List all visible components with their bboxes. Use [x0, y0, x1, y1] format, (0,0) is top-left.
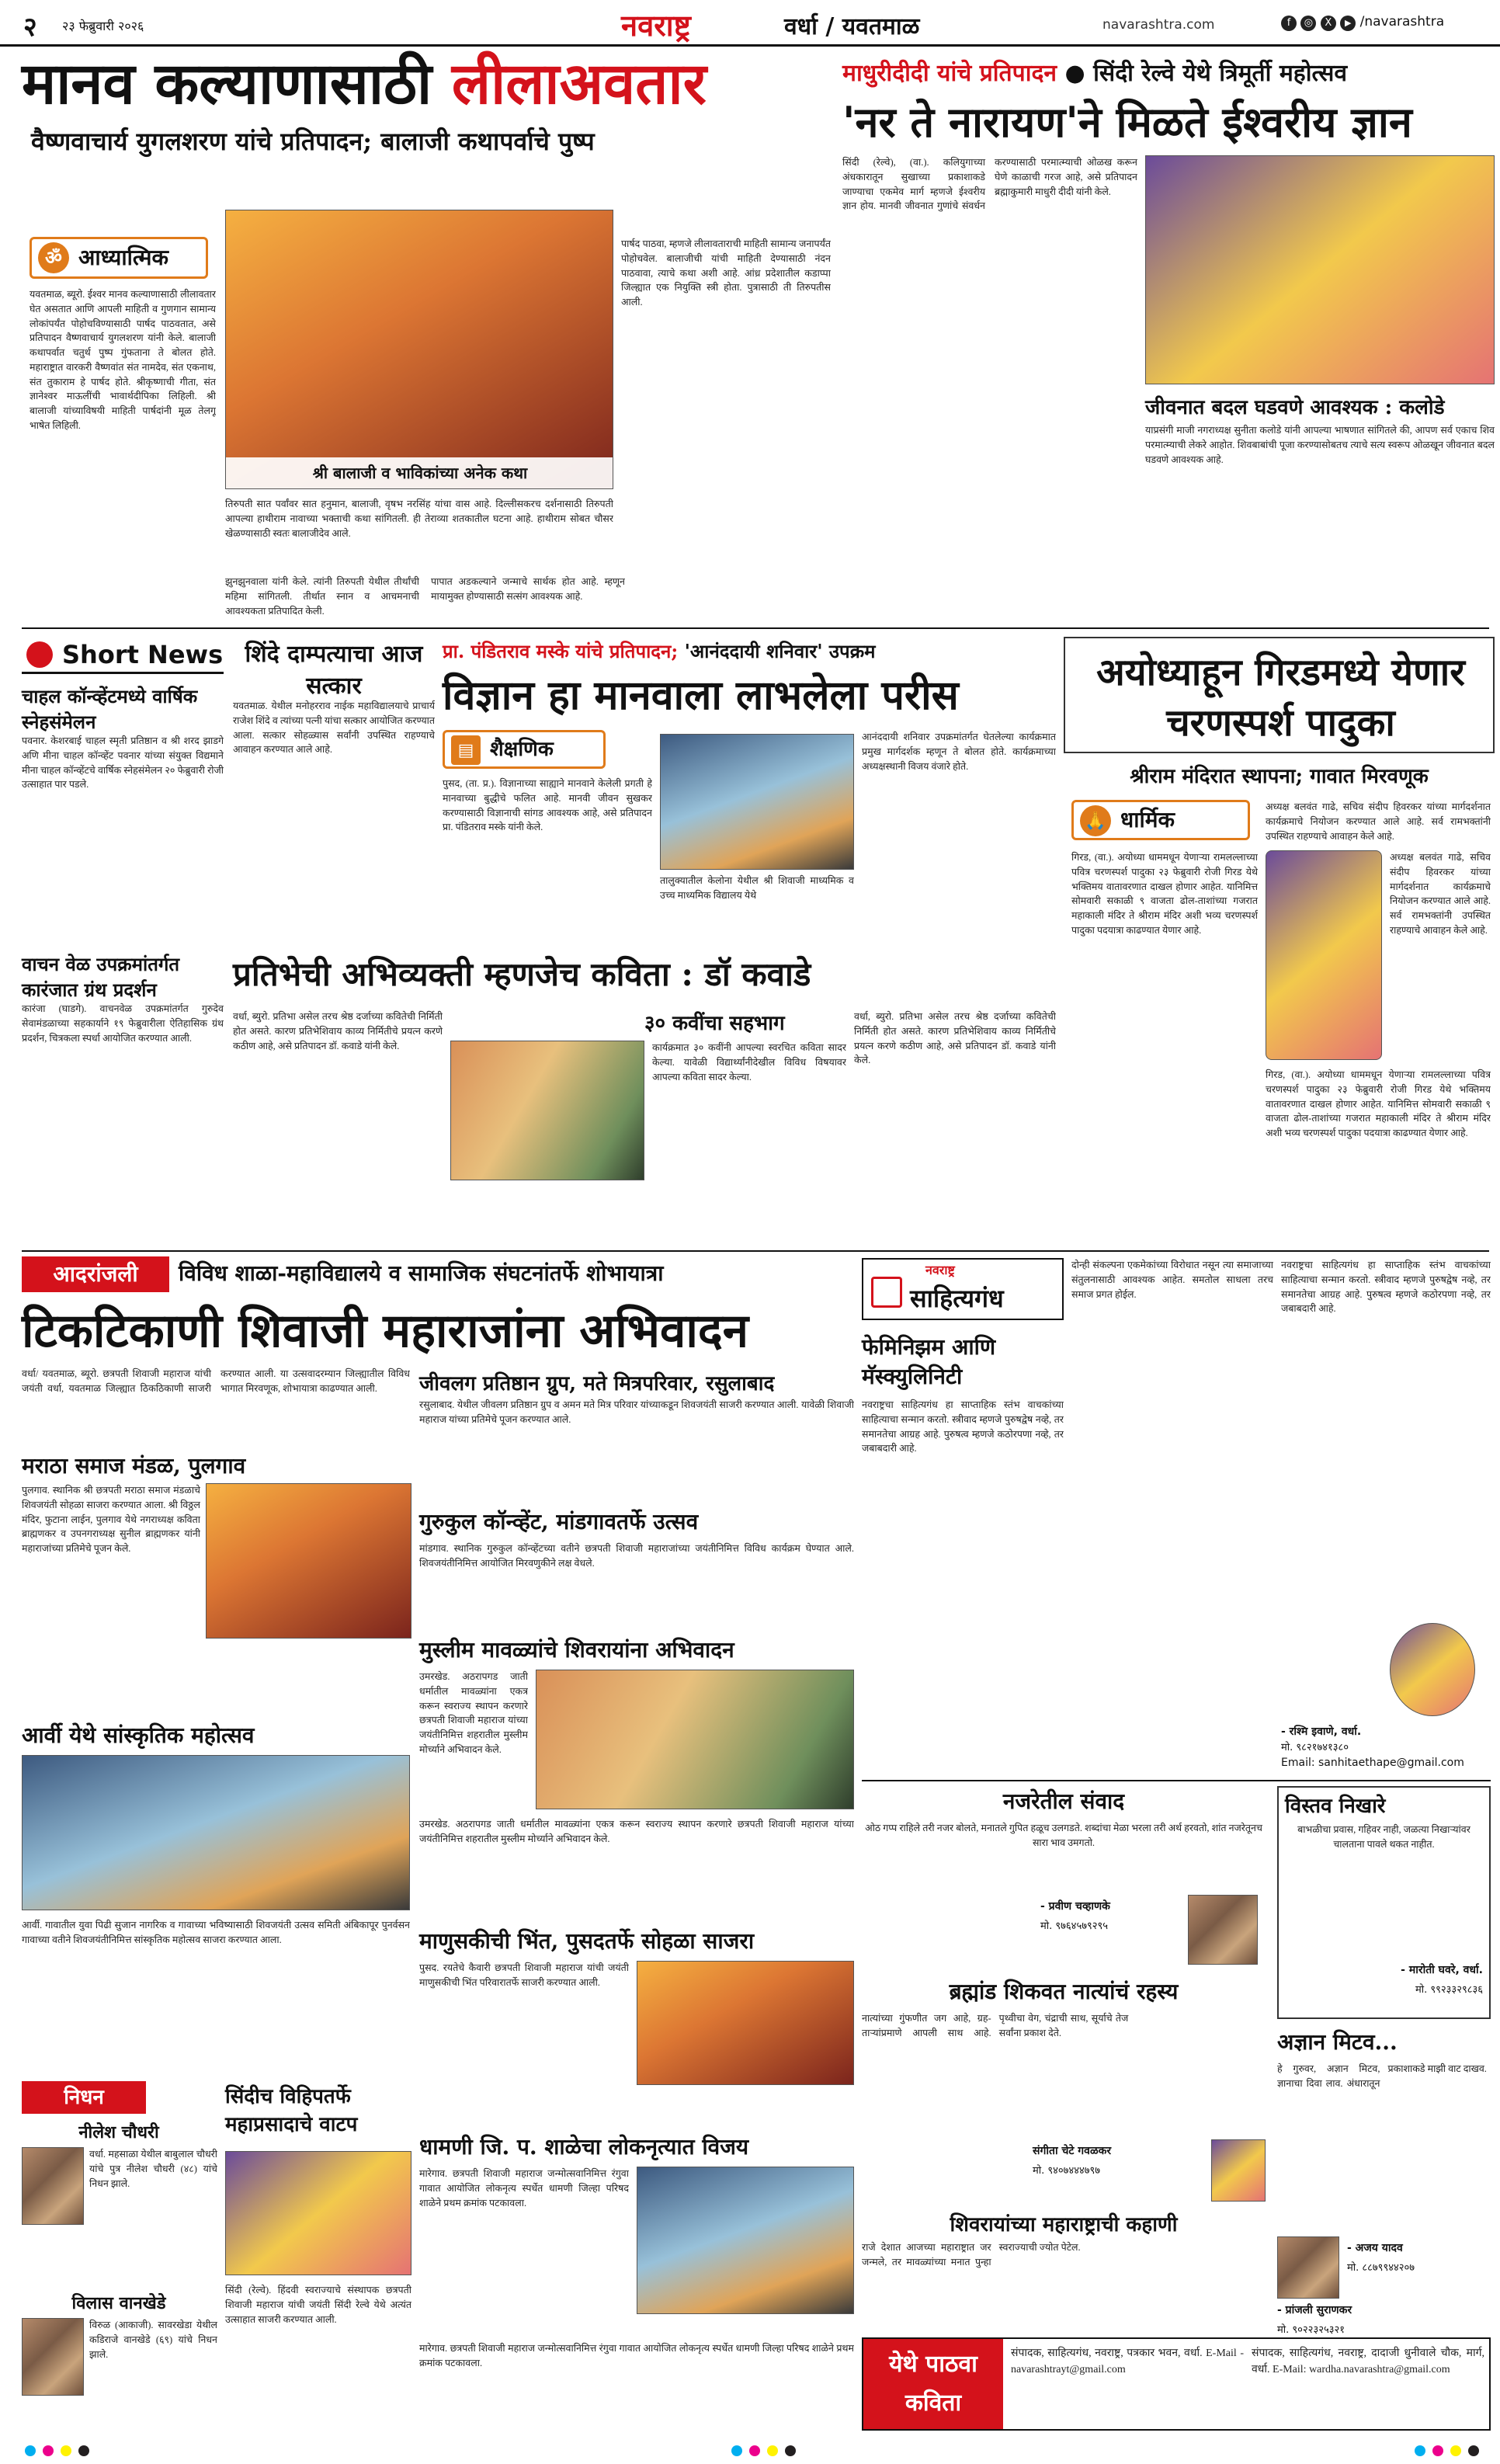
umarkhed-body: उमरखेड. अठरापगड जाती धर्मातील मावळ्यांना एकत्र करून स्वराज्य स्थापन करणारे छत्रपती शिवाजी महाराज यांच्या जयंतीनिमित्त शहरातील मुस्लीम मोर्च्याने अभिवादन केले.	[419, 1671, 528, 1755]
lead-body-col4: झुनझुनवाला यांनी केले. त्यांनी तिरुपती येथील तीर्थांची महिमा सांगितली. तीर्थात स्नान व आचमनाची आवश्यकता प्रतिपादित केली.	[225, 576, 419, 617]
lead-photo	[225, 210, 613, 489]
arvi-photo	[22, 1755, 410, 1910]
section-label-text: धार्मिक	[1120, 807, 1175, 832]
short-news-2-title: वाचन वेळ उपक्रमांतर्गत कारंजात ग्रंथ प्रदर्शन	[22, 953, 180, 1001]
pulgaon-photo	[206, 1483, 411, 1639]
lead-body-col5: पापात अडकल्याने जन्माचे सार्थक होत आहे. म्हणून मायामुक्त होण्यासाठी सत्संग आवश्यक आहे.	[431, 576, 625, 602]
kavade-body3: वर्धा, ब्युरो. प्रतिभा असेल तरच श्रेष्ठ दर्जाच्या कवितेची निर्मिती होत असते. कारण प्रतिभेशिवाय काव्य निर्मितीचे प्रयत्न करणे कठीण आहे, असे प्रतिपादन डॉ. कवाडे यांनी केले.	[854, 1011, 1056, 1066]
top-right-body: सिंदी (रेल्वे), (वा.). कलियुगाच्या अंधकारातून सुखाच्या प्रकाशाकडे जाण्याचा एकमेव मार्ग म्हणजे ईश्वरीय ज्ञान होय. मानवी जीवनात गुणांचे संवर्धन करण्यासाठी परमात्म्याची ओळख करून घेणे काळाची गरज आहे, असे प्रतिपादन ब्रह्माकुमारी माधुरी दीदी यांनी केले.	[842, 157, 1137, 212]
mandgaon-body: मांडगाव. स्थानिक गुरुकुल कॉन्व्हेंटच्या वतीने छत्रपती शिवाजी महाराजांच्या जयंतीनिमित्त विविध कार्यक्रम घेण्यात आले. शिवजयंतीनिमित्त आयोजित मिरवणुकीने लक्ष वेधले.	[419, 1543, 854, 1569]
poem-3-author-photo	[1211, 2139, 1266, 2202]
pusad-photo	[637, 1961, 854, 2085]
divider	[22, 1250, 1489, 1252]
ayodhya-headline: अयोध्याहून गिरडमध्ये येणार चरणस्पर्श पादुका	[1096, 651, 1465, 745]
ayodhya-body-side: अध्यक्ष बलवंत गाढे, सचिव संदीप हिवरकर यांच्या मार्गदर्शनात कार्यक्रमाचे नियोजन करण्यात आले आहे. सर्व रामभक्तांनी उपस्थित राहण्याचे आवाहन केले आहे.	[1390, 852, 1491, 936]
nidhan-1-photo	[22, 2147, 84, 2225]
ayodhya-sub: श्रीराम मंदिरात स्थापना; गावात मिरवणूक	[1130, 765, 1429, 788]
youtube-icon[interactable]: ▶	[1340, 16, 1356, 31]
kavade-body2: कार्यक्रमात ३० कवींनी आपल्या स्वरचित कविता सादर केल्या. यावेळी विद्यार्थ्यांनीदेखील विविध विषयावर आपल्या कविता सादर केल्या.	[652, 1042, 846, 1083]
book-icon	[871, 1277, 902, 1308]
adaranjali-label: आदरांजली	[22, 1256, 169, 1292]
adaranjali-body: वर्धा/ यवतमाळ, ब्यूरो. छत्रपती शिवाजी महाराज यांची जयंती वर्धा, यवतमाळ जिल्ह्यात ठिकठिकाणी साजरी करण्यात आली. या उत्सवादरम्यान जिल्ह्यातील विविध भागात मिरवणूक, शोभायात्रा काढण्यात आली.	[22, 1368, 410, 1394]
rasulabad-title: जीवलग प्रतिष्ठान ग्रुप, मते मित्रपरिवार, रसुलाबाद	[419, 1372, 775, 1395]
cmyk-dots-center	[730, 2445, 797, 2459]
sahityagandh-author: - रश्मि इवाणे, वर्धा.	[1281, 1725, 1362, 1738]
short-news-2-body: कारंजा (घाडगे). वाचनवेळ उपक्रमांतर्गत गुरुदेव सेवामंडळाच्या सहकार्याने १९ फेब्रुवारीला ऐतिहासिक ग्रंथ प्रदर्शन, चित्रकला स्पर्धा आयोजित करण्यात आली.	[22, 1003, 224, 1044]
top-right-photo-caption: जीवनात बदल घडवणे आवश्यक : कलोडे	[1145, 396, 1445, 419]
poem-2-box	[1277, 1786, 1491, 2019]
top-right-photo	[1145, 155, 1495, 384]
poem-4-author: - अजय यादव	[1347, 2242, 1403, 2254]
sahityagandh-logo	[862, 1258, 1064, 1320]
vidnyan-headline: विज्ञान हा मानवाला लाभलेला परीस	[443, 672, 959, 719]
magenta-dot	[1432, 2445, 1443, 2456]
poem-3-title: ब्रह्मांड शिकवत नात्यांचं रहस्य	[949, 1979, 1179, 2004]
lead-photo-caption: श्री बालाजी व भाविकांच्या अनेक कथा	[226, 457, 613, 488]
umarkhed-photo	[536, 1670, 854, 1809]
sahityagandh-body3: नवराष्ट्रचा साहित्यगंध हा साप्ताहिक स्तंभ वाचकांच्या साहित्याचा सन्मान करतो. स्त्रीवाद म्हणजे पुरुषद्वेष नव्हे, तर समानतेचा आग्रह आहे. पुरुषत्व म्हणजे कठोरपणा नव्हे, तर जबाबदारी आहे.	[1281, 1260, 1491, 1315]
cmyk-dots-right	[1413, 2445, 1481, 2459]
kavade-body: वर्धा, ब्युरो. प्रतिभा असेल तरच श्रेष्ठ दर्जाच्या कवितेची निर्मिती होत असते. कारण प्रतिभेशिवाय काव्य निर्मितीचे प्रयत्न करणे कठीण आहे, असे प्रतिपादन डॉ. कवाडे यांनी केले.	[233, 1011, 443, 1051]
sahityagandh-poem-title: फेमिनिझम आणि मॅस्क्युलिनिटी	[862, 1334, 996, 1389]
poem-4-contact: मो. ८८७९९४४२०७	[1347, 2262, 1415, 2274]
nidhan-1-body: वर्धा. महसाळा येथील बाबुलाल चौधरी यांचे पुत्र नीलेश चौधरी (४८) यांचे निधन झाले.	[89, 2149, 217, 2189]
section-label-shaikshanik	[443, 730, 606, 769]
poem-1-body: ओठ गप्प राहिले तरी नजर बोलते, मनातले गुपित हळूच उलगडते. शब्दांचा मेळा भरला तरी अर्थ हरवतो, शांत नजरेतूनच सारा भाव उमगतो.	[865, 1823, 1262, 1848]
vidnyan-body: पुसद, (ता. प्र.). विज्ञानाच्या साह्याने मानवाने केलेली प्रगती हे मानवाच्या बुद्धीचे फलित आहे. मानवी जीवन सुखकर करण्यासाठी विज्ञानाची सांगड आवश्यक आहे, असे प्रतिपादन प्रा. पंडितराव मस्के यांनी केले.	[443, 778, 652, 833]
print-registration-bar	[0, 2438, 1500, 2464]
dhamani-photo	[637, 2167, 854, 2314]
om-icon: ॐ	[38, 242, 69, 273]
umarkhed-title: मुस्लीम मावळ्यांचे शिवरायांना अभिवादन	[419, 1637, 734, 1663]
x-icon[interactable]: X	[1321, 16, 1336, 31]
poem-3-author: संगीता चेटे गवळकर	[1033, 2145, 1112, 2157]
issue-date: २३ फेब्रुवारी २०२६	[62, 19, 144, 33]
send-poems-addr2[interactable]: संपादक, साहित्यगंध, नवराष्ट्र, दादाजी धुनीवाले चौक, मार्ग, वर्धा. E-Mail: wardha.navarashtra@gmail.com	[1252, 2348, 1484, 2375]
website-link[interactable]: navarashtra.com	[1102, 17, 1215, 33]
cyan-dot	[731, 2445, 742, 2456]
top-right-kicker	[842, 56, 1495, 88]
section-label-text: आध्यात्मिक	[78, 245, 169, 270]
vidnyan-kicker-red: प्रा. पंडितराव मस्के यांचे प्रतिपादन;	[443, 640, 679, 662]
mandgaon-title: गुरुकुल कॉन्व्हेंट, मांडगावतर्फे उत्सव	[419, 1509, 699, 1534]
social-handle-text[interactable]: /navarashtra	[1359, 14, 1445, 30]
adaranjali-headline: टिकटिकाणी शिवाजी महाराजांना अभिवादन	[22, 1304, 749, 1358]
top-right-kicker-black: सिंदी रेल्वे येथे त्रिमूर्ती महोत्सव	[1093, 60, 1348, 87]
sindi-title: सिंदीच विहिपतर्फे महाप्रसादाचे वाटप	[225, 2085, 358, 2136]
poem-5-author: - प्रांजली सुराणकर	[1277, 2304, 1352, 2316]
sahityagandh-label: साहित्यगंध	[910, 1284, 1004, 1313]
nidhan-2-photo	[22, 2318, 84, 2396]
nidhan-1-title: नीलेश चौधरी	[78, 2122, 159, 2143]
ayodhya-body-side-top: अध्यक्ष बलवंत गाढे, सचिव संदीप हिवरकर यांच्या मार्गदर्शनात कार्यक्रमाचे नियोजन करण्यात आले आहे. सर्व रामभक्तांनी उपस्थित राहण्याचे आवाहन केले आहे.	[1266, 801, 1491, 842]
cyan-dot	[1415, 2445, 1425, 2456]
lead-body-col1: यवतमाळ, ब्यूरो. ईश्वर मानव कल्याणासाठी लीलावतार घेत असतात आणि आपली माहिती व गुणगान सामान्य लोकांपर्यंत पोहोचविण्यासाठी पार्षद पाठवतात, असे प्रतिपादन वैष्णवाचार्य युगलशरण यांनी केले. बालाजी कथापर्वात चतुर्थ पुष्प गुंफताना ते बोलत होते. महाराष्ट्रात वारकरी वैष्णवांत संत नामदेव, संत एकनाथ, संत तुकाराम हे पार्षद होते. श्रीकृष्णाची गीता, संत ज्ञानेश्वर माऊलींची भावार्थदीपिका लिहिली. श्री बालाजी यांच्याविषयी माहिती पार्षदांनी मूळ तेलगू भाषेत लिहिली.	[30, 289, 216, 431]
top-right-kicker-red: माधुरीदीदी यांचे प्रतिपादन	[842, 60, 1057, 87]
top-right-body2: याप्रसंगी माजी नगराध्यक्ष सुनीता कलोडे यांनी आपल्या भाषणात सांगितले की, आपण सर्व एकाच शिव परमात्म्याची लेकरे आहोत. शिवबाबांची पूजा करण्यासोबतच त्याचे सत्य स्वरूप ओळखून जीवनात बदल घडवणे आवश्यक आहे.	[1145, 425, 1495, 465]
sahityagandh-email	[1281, 1757, 1491, 1769]
author-photo	[1390, 1623, 1475, 1716]
divider	[862, 1780, 1491, 1781]
sahityagandh-brand: नवराष्ट्र	[925, 1263, 955, 1277]
poem-3-contact: मो. ९४०७४४४७९७	[1033, 2165, 1101, 2177]
umarkhed-body2: उमरखेड. अठरापगड जाती धर्मातील मावळ्यांना एकत्र करून स्वराज्य स्थापन करणारे छत्रपती शिवाजी महाराज यांच्या जयंतीनिमित्त शहरातील मुस्लीम मोर्च्याने अभिवादन केले.	[419, 1819, 854, 1844]
poem-2-title: विस्तव निखारे	[1285, 1795, 1386, 1818]
sahityagandh-body2: दोन्ही संकल्पना एकमेकांच्या विरोधात नसून त्या समाजाच्या संतुलनासाठी आवश्यक आहेत. समतोल साधला तरच समाज प्रगत होईल.	[1071, 1260, 1273, 1300]
yellow-dot	[767, 2445, 778, 2456]
sindi-photo	[225, 2151, 411, 2275]
send-poems-addr1[interactable]: संपादक, साहित्यगंध, नवराष्ट्र, पत्रकार भवन, वर्धा. E-Mail - navarashtrayt@gmail.com	[1011, 2348, 1244, 2375]
poem-2-author: - मारोती घवरे, वर्धा.	[1401, 1964, 1483, 1976]
vidnyan-body2: आनंददायी शनिवार उपक्रमांतर्गत घेतलेल्या कार्यक्रमात प्रमुख मार्गदर्शक म्हणून ते बोलत होते. कार्यक्रमाच्या अध्यक्षस्थानी विजय वंजारे होते.	[862, 732, 1056, 772]
facebook-icon[interactable]: f	[1281, 16, 1297, 31]
lead-headline-black: मानव कल्याणासाठी	[22, 50, 432, 117]
poem-2-body: बाभळीचा प्रवास, गहिवर नाही, जळत्या निखाऱ्यांवर चालताना पावले थकत नाहीत.	[1297, 1824, 1470, 1850]
arvi-title: आर्वी येथे सांस्कृतिक महोत्सव	[22, 1722, 255, 1748]
lead-subheadline: वैष्णवाचार्य युगलशरण यांचे प्रतिपादन; बालाजी कथापर्वाचे पुष्प	[31, 127, 595, 156]
black-dot	[1468, 2445, 1479, 2456]
dhamani-body2: मारेगाव. छत्रपती शिवाजी महाराज जन्मोत्सवानिमित्त रंगुवा गावात आयोजित लोकनृत्य स्पर्धेत धामणी जिल्हा परिषद शाळेने प्रथम क्रमांक पटकावला.	[419, 2343, 854, 2368]
nidhan-label: निधन	[22, 2081, 146, 2114]
namaste-icon: 🙏	[1080, 805, 1111, 836]
pulgaon-body: पुलगाव. स्थानिक श्री छत्रपती मराठा समाज मंडळाचे शिवजयंती सोहळा साजरा करण्यात आला. श्री विठ्ठल मंदिर, फुटाना लाईन, पुलगाव येथे नगराध्यक्ष कविता ब्राह्मणकर व उपनगराध्यक्ष सुनील ब्राह्मणकर यांनी महाराजांच्या प्रतिमेचे पूजन केले.	[22, 1485, 200, 1554]
poem-5-body: राजे देशात आजच्या महाराष्ट्रात जर जन्मले, तर मावळ्यांच्या मनात पुन्हा स्वराज्याची ज्योत पेटेल.	[862, 2242, 1081, 2268]
vidnyan-photo	[660, 734, 854, 870]
short-news-1-title: चाहल कॉन्व्हेंटमध्ये वार्षिक स्नेहसंमेलन	[22, 685, 198, 733]
book-icon: ▤	[451, 735, 481, 765]
poem-1-author-photo	[1188, 1895, 1258, 1965]
pulgaon-title: मराठा समाज मंडळ, पुलगाव	[22, 1453, 246, 1479]
poem-5-title: शिवरायांच्या महाराष्ट्राची कहाणी	[950, 2213, 1178, 2236]
poem-1-contact: मो. ९७६४५७९२९५	[1040, 1920, 1109, 1932]
pusad-body: पुसद. रयतेचे कैवारी छत्रपती शिवाजी महाराज यांची जयंती माणुसकीची भिंत परिवारातर्फे साजरी करण्यात आली.	[419, 1962, 629, 1988]
social-handles[interactable]	[1281, 14, 1444, 31]
shinde-title: शिंदे दाम्पत्याचा आज सत्कार	[245, 641, 423, 700]
lead-body-col3: पार्षद पाठवा, म्हणजे लीलावताराची माहिती सामान्य जनापर्यंत पोहोचवेल. बालाजीची यांची माहिती देण्यासाठी नंदन पाठवावा, त्याचे कथा अशी आहे. आंध्र प्रदेशातील कडाप्पा जिल्ह्यात एक नियुक्ति स्त्री होता. पुत्रासाठी ती तिरुपतीस आली.	[621, 238, 831, 308]
section-label-text: शैक्षणिक	[490, 738, 554, 761]
dhamani-title: धामणी जि. प. शाळेचा लोकनृत्यात विजय	[419, 2134, 749, 2160]
send-poems-box	[862, 2337, 1491, 2431]
poem-4-body: हे गुरुवर, अज्ञान मिटव, ज्ञानाचा दिवा लाव. अंधारातून प्रकाशाकडे माझी वाट दाखव.	[1277, 2063, 1487, 2089]
ayodhya-body-bottom: गिरड, (वा.). अयोध्या धाममधून येणाऱ्या रामलल्लाच्या पवित्र चरणस्पर्श पादुका २३ फेब्रुवारी रोजी गिरड येथे भक्तिमय वातावरणात दाखल होणार आहेत. यानिमित्त सोमवारी सकाळी ९ वाजता ढोल-ताशांच्या गजरात महाकाली मंदिर ते श्रीराम मंदिर अशी भव्य चरणस्पर्श पादुका पदयात्रा काढण्यात येणार आहे.	[1266, 1069, 1491, 1138]
page-number: २	[23, 12, 37, 43]
short-news-icon	[26, 641, 53, 668]
section-label-adhyatmik	[30, 237, 208, 279]
kavade-headline: प्रतिभेची अभिव्यक्ती म्हणजेच कविता : डॉ कवाडे	[233, 955, 811, 993]
kavade-photo	[450, 1041, 644, 1180]
black-dot	[785, 2445, 796, 2456]
poem-5-contact: मो. ९०२२३२५३२१	[1277, 2324, 1345, 2336]
edition-name: वर्धा / यवतमाळ	[784, 13, 920, 40]
adaranjali-kicker: विविध शाळा-महाविद्यालये व सामाजिक संघटनांतर्फे शोभायात्रा	[179, 1260, 664, 1286]
section-label-dharmik	[1071, 800, 1250, 840]
yellow-dot	[1450, 2445, 1461, 2456]
pusad-title: माणुसकीची भिंत, पुसदतर्फे सोहळा साजरा	[419, 1928, 755, 1954]
poem-3-body: नात्यांच्या गुंफणीत जग आहे, ग्रह-ताऱ्यांप्रमाणे आपली साथ आहे. पृथ्वीचा वेग, चंद्राची साथ, सूर्याचे तेज सर्वांना प्रकाश देते.	[862, 2013, 1129, 2038]
kavade-sub: ३० कवींचा सहभाग	[644, 1012, 785, 1035]
lead-headline	[22, 50, 837, 117]
ayodhya-headline-box	[1064, 637, 1495, 753]
black-dot	[78, 2445, 89, 2456]
rasulabad-body: रसुलाबाद. येथील जीवलग प्रतिष्ठान ग्रुप व अमन मते मित्र परिवार यांच्याकडून शिवजयंती साजरी करण्यात आली. यावेळी शिवाजी महाराज यांच्या प्रतिमेचे पूजन करण्यात आले.	[419, 1399, 854, 1425]
magenta-dot	[749, 2445, 760, 2456]
ayodhya-body: गिरड, (वा.). अयोध्या धाममधून येणाऱ्या रामलल्लाच्या पवित्र चरणस्पर्श पादुका २३ फेब्रुवारी रोजी गिरड येथे भक्तिमय वातावरणात दाखल होणार आहेत. यानिमित्त सोमवारी सकाळी ९ वाजता ढोल-ताशांच्या गजरात महाकाली मंदिर ते श्रीराम मंदिर अशी भव्य चरणस्पर्श पादुका पदयात्रा काढण्यात येणार आहे.	[1071, 852, 1258, 936]
yellow-dot	[61, 2445, 71, 2456]
lead-headline-red: लीलाअवतार	[451, 50, 707, 117]
dhamani-body: मारेगाव. छत्रपती शिवाजी महाराज जन्मोत्सवानिमित्त रंगुवा गावात आयोजित लोकनृत्य स्पर्धेत धामणी जिल्हा परिषद शाळेने प्रथम क्रमांक पटकावला.	[419, 2168, 629, 2209]
vidnyan-kicker	[443, 638, 1056, 664]
cyan-dot	[25, 2445, 36, 2456]
top-right-headline: 'नर ते नारायण'ने मिळते ईश्वरीय ज्ञान	[842, 97, 1412, 147]
poem-4-title: अज्ञान मिटव...	[1277, 2029, 1398, 2055]
masthead	[0, 0, 1500, 47]
vidnyan-photo-caption: तालुक्यातील केलोना येथील श्री शिवाजी माध्यमिक व उच्च माध्यमिक विद्यालय येथे	[660, 875, 854, 901]
cmyk-dots-left	[23, 2445, 91, 2459]
email-value[interactable]: sanhitaethape@gmail.com	[1318, 1757, 1464, 1769]
divider	[22, 627, 1489, 629]
magenta-dot	[43, 2445, 54, 2456]
short-news-1-body: पवनार. केशरबाई चाहल स्मृती प्रतिष्ठान व श्री शरद झाडगे अणि मीना चाहल कॉन्व्हेंट पवनार यांच्या संयुक्त विद्यमाने मीना चाहल कॉन्व्हेंटचे वार्षिक स्नेहसंमेलन २० फेब्रुवारी रोजी उत्साहात पार पडले.	[22, 735, 224, 791]
poem-2-contact: मो. ९९२३३२९८३६	[1415, 1984, 1483, 1996]
poem-1-title: नजरेतील संवाद	[1002, 1788, 1125, 1814]
poem-4-author-photo	[1277, 2236, 1339, 2299]
brand-logo: नवराष्ट्र	[621, 8, 691, 43]
ram-photo	[1266, 850, 1382, 1060]
bullet-icon: ●	[1064, 60, 1085, 87]
nidhan-2-title: विलास वानखेडे	[71, 2293, 166, 2313]
poem-1-author: - प्रवीण चव्हाणके	[1040, 1900, 1110, 1913]
send-poems-title: येथे पाठवा कविता	[863, 2339, 1003, 2429]
sahityagandh-body: नवराष्ट्रचा साहित्यगंध हा साप्ताहिक स्तंभ वाचकांच्या साहित्याचा सन्मान करतो. स्त्रीवाद म्हणजे पुरुषद्वेष नव्हे, तर समानतेचा आग्रह आहे. पुरुषत्व म्हणजे कठोरपणा नव्हे, तर जबाबदारी आहे.	[862, 1399, 1064, 1454]
short-news-label: Short News	[62, 640, 224, 669]
nidhan-2-body: विरुळ (आकाजी). सावरखेडा येथील कडिराजे वानखेडे (६९) यांचे निधन झाले.	[89, 2320, 217, 2360]
lead-body-col2: तिरुपती सात पर्वांवर सात हनुमान, बालाजी, वृषभ नरसिंह यांचा वास आहे. दिल्लीसकरच दर्शनासाठी तिरुपती आपल्या हाथीराम नावाच्या भक्ताची कथा सांगितली. ही तेराव्या शतकातील घटना आहे. हाथीराम सोबत चौसर खेळण्यासाठी स्वतः बालाजीदेव आले.	[225, 499, 613, 539]
shinde-body: यवतमाळ. येथील मनोहरराव नाईक महाविद्यालयाचे प्राचार्य राजेश शिंदे व त्यांच्या पत्नी यांचा सत्कार आयोजित करण्यात आला. सत्कार सोहळ्यास सर्वांनी उपस्थित राहण्याचे आवाहन करण्यात आले आहे.	[233, 700, 435, 756]
short-news-header	[22, 637, 224, 674]
sindi-body: सिंदी (रेल्वे). हिंदवी स्वराज्याचे संस्थापक छत्रपती शिवाजी महाराज यांची जयंती सिंदी रेल्वे येथे अत्यंत उत्साहात साजरी करण्यात आली.	[225, 2285, 411, 2325]
instagram-icon[interactable]: ◎	[1300, 16, 1316, 31]
sahityagandh-contact: मो. ९८२१७४१३८०	[1281, 1742, 1349, 1753]
email-label: Email:	[1281, 1757, 1315, 1769]
arvi-body: आर्वी. गावातील युवा पिढी सुजान नागरिक व गावाच्या भविष्यासाठी शिवजयंती उत्सव समिती अंबिकापूर पुनर्वसन गावाच्या वतीने शिवजयंतीनिमित्त सांस्कृतिक महोत्सव साजरा करण्यात आला.	[22, 1920, 410, 1945]
vidnyan-kicker-black: 'आनंददायी शनिवार' उपक्रम	[684, 640, 876, 662]
